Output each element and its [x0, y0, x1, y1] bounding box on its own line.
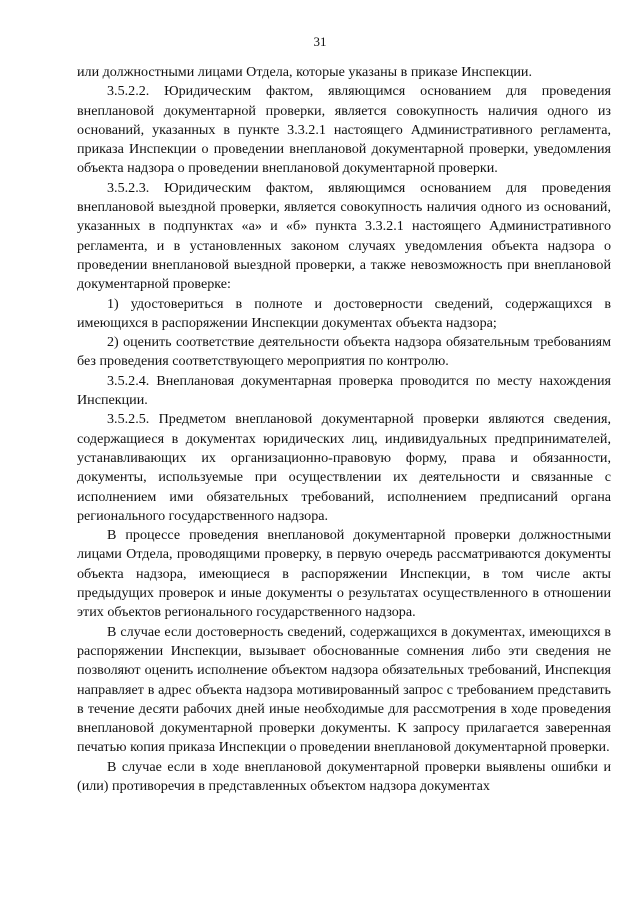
- paragraph-3-5-2-5: 3.5.2.5. Предметом внеплановой документарной проверки являются сведения, содержащиеся в документах юридических лиц, индивидуальных предпринимателей, устанавливающих их организационно-правовую форму, права и обязанности, документы, используемые при осуществлении их деятельности и связанные с исполнением ими обязательных требований, исполнением предписаний органа регионального государственного надзора.: [77, 411, 611, 524]
- document-body: [77, 63, 611, 796]
- paragraph-process: В процессе проведения внеплановой документарной проверки должностными лицами Отдела, проводящими проверку, в первую очередь рассматриваются документы объекта надзора, имеющиеся в распоряжении Инспекции, в том числе акты предыдущих проверок и иные документы о результатах осуществленного в отношении этих объектов регионального государственного надзора.: [77, 527, 611, 621]
- paragraph-3-5-2-4: 3.5.2.4. Внеплановая документарная проверка проводится по месту нахождения Инспекции.: [77, 372, 611, 409]
- paragraph-3-5-2-3: 3.5.2.3. Юридическим фактом, являющимся основанием для проведения внеплановой выездной проверки, является совокупность наличия одного из оснований, указанных в подпунктах «а» и «б» пункта 3.3.2.1 настоящего Административного регламента, и в установленных законом случаях уведомления объекта надзора о проведении внеплановой выездной проверки, а также невозможность при внеплановой документарной проверке:: [77, 179, 611, 293]
- list-item-2: 2) оценить соответствие деятельности объекта надзора обязательным требованиям без проведения соответствующего мероприятия по контролю.: [77, 334, 611, 370]
- paragraph-continuation: или должностными лицами Отдела, которые указаны в приказе Инспекции.: [77, 64, 532, 80]
- list-item-1: 1) удостовериться в полноте и достоверности сведений, содержащихся в имеющихся в распоряжении Инспекции документах объекта надзора;: [77, 295, 611, 331]
- paragraph-errors: В случае если в ходе внеплановой документарной проверки выявлены ошибки и (или) противоречия в представленных объектом надзора документах: [77, 758, 611, 794]
- page-number: 31: [313, 34, 327, 49]
- paragraph-3-5-2-2: 3.5.2.2. Юридическим фактом, являющимся основанием для проведения внеплановой документарной проверки, является совокупность наличия одного из оснований, указанных в пункте 3.3.2.1 настоящего Административного регламента, приказа Инспекции о проведении внеплановой документарной проверки, уведомления объекта надзора о проведении внеплановой документарной проверки.: [77, 83, 611, 177]
- paragraph-request: В случае если достоверность сведений, содержащихся в документах, имеющихся в распоряжении Инспекции, вызывает обоснованные сомнения либо эти сведения не позволяют оценить исполнение объектом надзора обязательных требований, Инспекция направляет в адрес объекта надзора мотивированный запрос с требованием представить в течение десяти рабочих дней иные необходимые для рассмотрения в ходе проведения внеплановой документарной проверки документы. К запросу прилагается заверенная печатью копия приказа Инспекции о проведении внеплановой документарной проверки.: [77, 623, 611, 756]
